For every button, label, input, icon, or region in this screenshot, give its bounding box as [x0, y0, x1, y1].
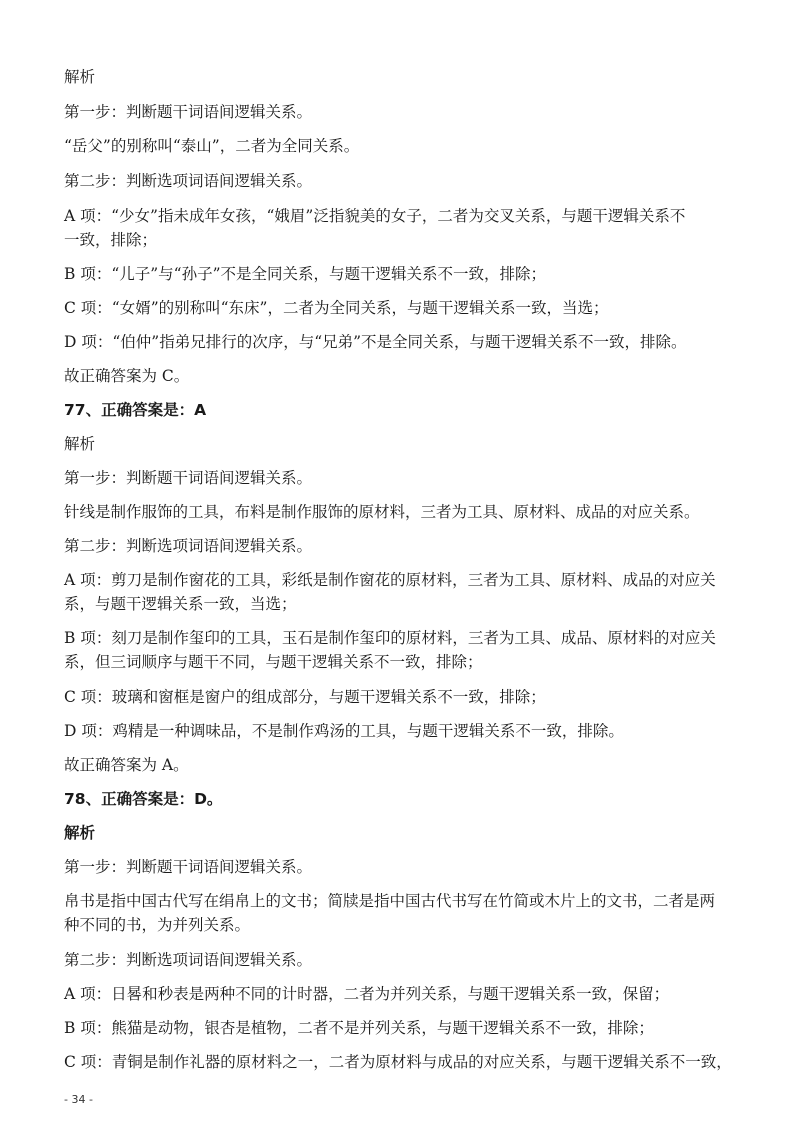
section-heading-analysis: 解析: [64, 824, 96, 842]
answer-conclusion: 故正确答案为 A。: [64, 756, 189, 774]
option-text: C 项：“女婿”的别称叫“东床”，二者为全同关系，与题干逻辑关系一致，当选；: [64, 299, 609, 317]
step-text: 第一步：判断题干词语间逻辑关系。: [64, 103, 313, 121]
question-answer-heading: 77、正确答案是：A: [64, 401, 207, 419]
option-text: A 项：“少女”指未成年女孩，“娥眉”泛指貌美的女子，二者为交叉关系，与题干逻辑关系不: [64, 207, 686, 225]
option-text: D 项：鸡精是一种调味品，不是制作鸡汤的工具，与题干逻辑关系不一致，排除。: [64, 722, 624, 740]
option-text: C 项：青铜是制作礼器的原材料之一，二者为原材料与成品的对应关系，与题干逻辑关系不一致，: [64, 1053, 732, 1071]
section-heading-analysis: 解析: [64, 68, 96, 86]
option-text-continued: 系，但三词顺序与题干不同，与题干逻辑关系不一致，排除；: [64, 653, 483, 671]
question-answer-heading: 78、正确答案是：D。: [64, 790, 223, 808]
step-text: 第二步：判断选项词语间逻辑关系。: [64, 172, 313, 190]
paragraph-text: 针线是制作服饰的工具，布料是制作服饰的原材料，三者为工具、原材料、成品的对应关系。: [64, 503, 700, 521]
option-text: B 项：熊猫是动物，银杏是植物，二者不是并列关系，与题干逻辑关系不一致，排除；: [64, 1019, 654, 1037]
option-text: A 项：日晷和秒表是两种不同的计时器，二者为并列关系，与题干逻辑关系一致，保留；: [64, 985, 670, 1003]
option-text: B 项：刻刀是制作玺印的工具，玉石是制作玺印的原材料，三者为工具、成品、原材料的对应关: [64, 629, 716, 647]
paragraph-text: 帛书是指中国古代写在绢帛上的文书；简牍是指中国古代书写在竹简或木片上的文书，二者是两: [64, 892, 716, 910]
option-text: B 项：“儿子”与“孙子”不是全同关系，与题干逻辑关系不一致，排除；: [64, 265, 547, 283]
option-text: A 项：剪刀是制作窗花的工具，彩纸是制作窗花的原材料，三者为工具、原材料、成品的对应关: [64, 571, 716, 589]
option-text-continued: 系，与题干逻辑关系一致，当选；: [64, 595, 297, 613]
section-heading-analysis: 解析: [64, 435, 96, 453]
option-text-continued: 一致，排除；: [64, 231, 158, 249]
option-text: D 项：“伯仲”指弟兄排行的次序，与“兄弟”不是全同关系，与题干逻辑关系不一致，排除。: [64, 333, 687, 351]
step-text: 第二步：判断选项词语间逻辑关系。: [64, 951, 313, 969]
step-text: 第一步：判断题干词语间逻辑关系。: [64, 858, 313, 876]
option-text: C 项：玻璃和窗框是窗户的组成部分，与题干逻辑关系不一致，排除；: [64, 688, 546, 706]
step-text: 第一步：判断题干词语间逻辑关系。: [64, 469, 313, 487]
page-number: - 34 -: [64, 1093, 93, 1106]
paragraph-text-continued: 种不同的书，为并列关系。: [64, 916, 251, 934]
paragraph-text: “岳父”的别称叫“泰山”，二者为全同关系。: [64, 137, 360, 155]
step-text: 第二步：判断选项词语间逻辑关系。: [64, 537, 313, 555]
answer-conclusion: 故正确答案为 C。: [64, 367, 190, 385]
